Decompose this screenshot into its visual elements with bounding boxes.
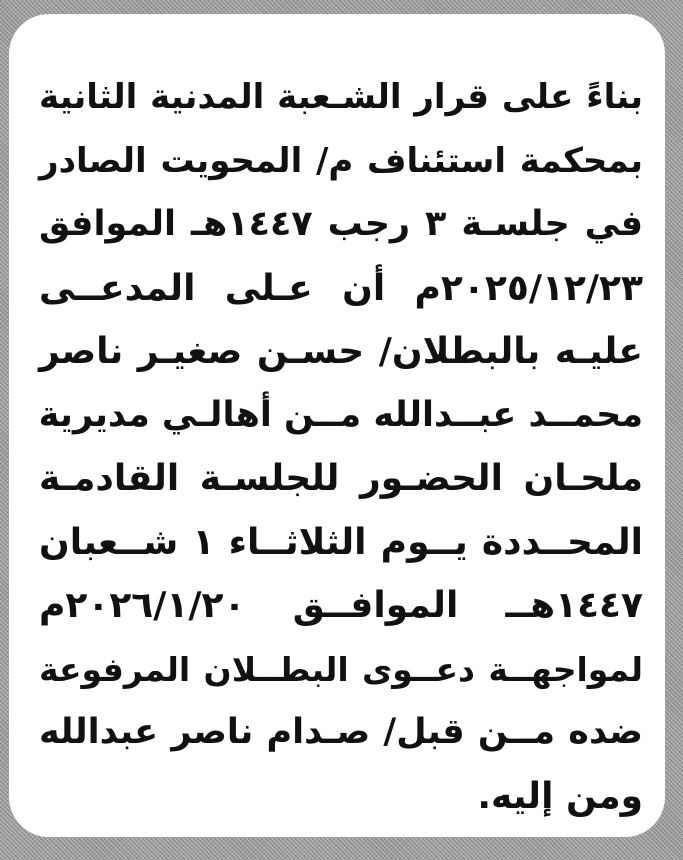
notice-line: عليـه بالبطلان/ حسـن صغيـر ناصر xyxy=(39,331,643,372)
notice-line: محمــد عبــدالله مــن أهالـي مديرية xyxy=(38,394,643,435)
notice-card xyxy=(9,14,665,837)
notice-line: المحــددة يــوم الثلاثــاء ١ شــعبان xyxy=(39,521,643,563)
notice-line: في جلسـة ٣ رجب ١٤٤٧هـ الموافق xyxy=(39,204,644,244)
notice-line: ملحـان الحضـور للجلسـة القادمـة xyxy=(39,458,643,499)
notice-line: بمحكمة استئناف م/ المحويت الصادر xyxy=(39,140,643,181)
notice-line: بناءً على قرار الشـعبة المدنية الثانية xyxy=(39,77,643,117)
notice-line: ١٤٤٧هــ الموافــق ٢٠٢٦/١/٢٠م xyxy=(39,585,643,626)
notice-line: ضده مــن قبل/ صـدام ناصر عبدالله xyxy=(39,712,643,752)
notice-line: ومن إليه. xyxy=(477,775,643,817)
notice-body xyxy=(39,66,643,828)
notice-line: ٢٠٢٥/١٢/٢٣م أن عـلى المدعــى xyxy=(39,267,643,309)
notice-line: لمواجهــة دعــوى البطــلان المرفوعة xyxy=(39,649,643,689)
